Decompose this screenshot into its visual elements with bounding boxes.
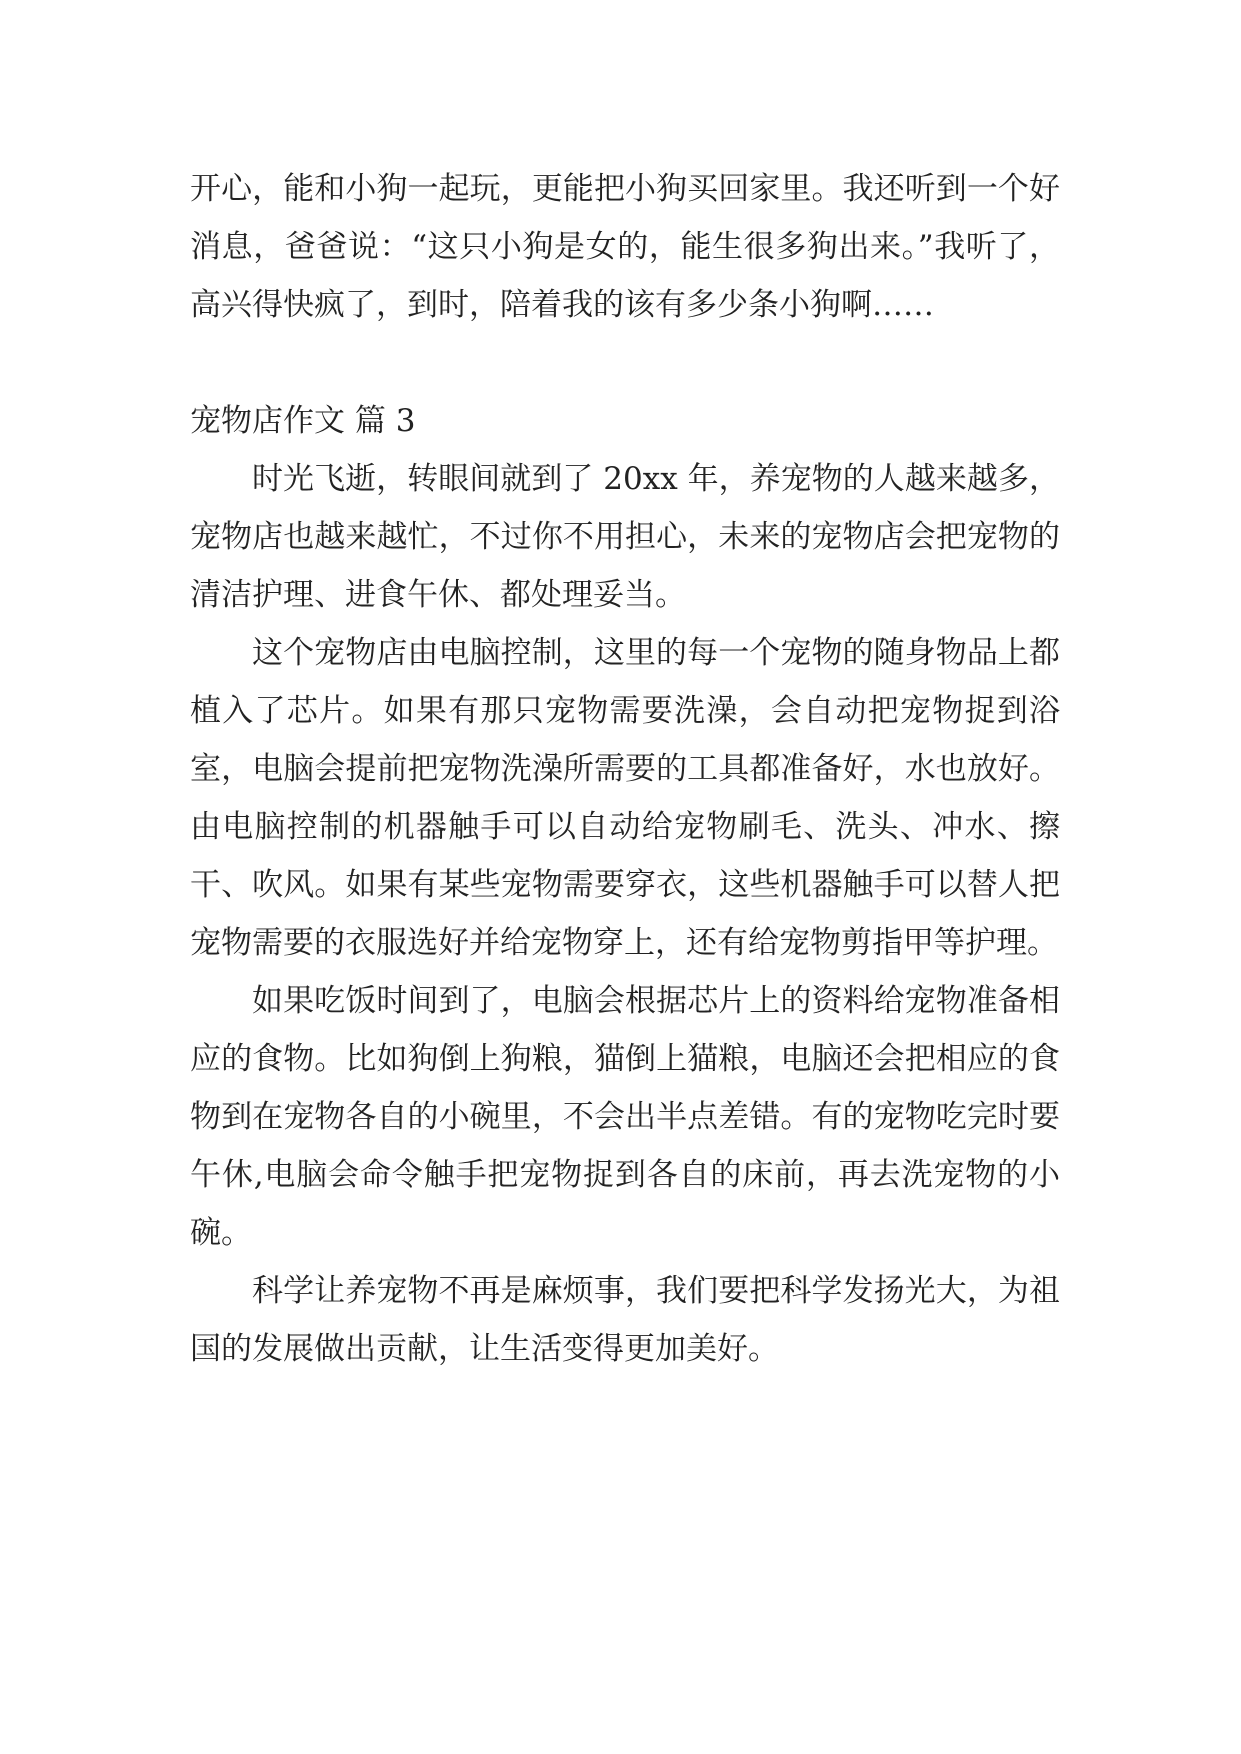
document-body <box>190 160 1060 1378</box>
body-paragraph-4: 科学让养宠物不再是麻烦事，我们要把科学发扬光大，为祖国的发展做出贡献，让生活变得更加美好。 <box>190 1273 1060 1367</box>
section-heading: 宠物店作文 篇 3 <box>190 403 416 439</box>
continuation-paragraph: 开心，能和小狗一起玩，更能把小狗买回家里。我还听到一个好消息，爸爸说：“这只小狗是女的，能生很多狗出来。”我听了，高兴得快疯了，到时，陪着我的该有多少条小狗啊…… <box>190 171 1060 323</box>
body-paragraph-1: 时光飞逝，转眼间就到了 20xx 年，养宠物的人越来越多，宠物店也越来越忙，不过你不用担心，未来的宠物店会把宠物的清洁护理、进食午休、都处理妥当。 <box>190 461 1060 613</box>
body-paragraph-3: 如果吃饭时间到了，电脑会根据芯片上的资料给宠物准备相应的食物。比如狗倒上狗粮，猫倒上猫粮，电脑还会把相应的食物到在宠物各自的小碗里，不会出半点差错。有的宠物吃完时要午休,电脑会命令触手把宠物捉到各自的床前，再去洗宠物的小碗。 <box>190 983 1060 1251</box>
section-spacer <box>190 334 1060 392</box>
body-paragraph-2: 这个宠物店由电脑控制，这里的每一个宠物的随身物品上都植入了芯片。如果有那只宠物需要洗澡，会自动把宠物捉到浴室，电脑会提前把宠物洗澡所需要的工具都准备好，水也放好。由电脑控制的机器触手可以自动给宠物刷毛、洗头、冲水、擦干、吹风。如果有某些宠物需要穿衣，这些机器触手可以替人把宠物需要的衣服选好并给宠物穿上，还有给宠物剪指甲等护理。 <box>190 635 1060 961</box>
